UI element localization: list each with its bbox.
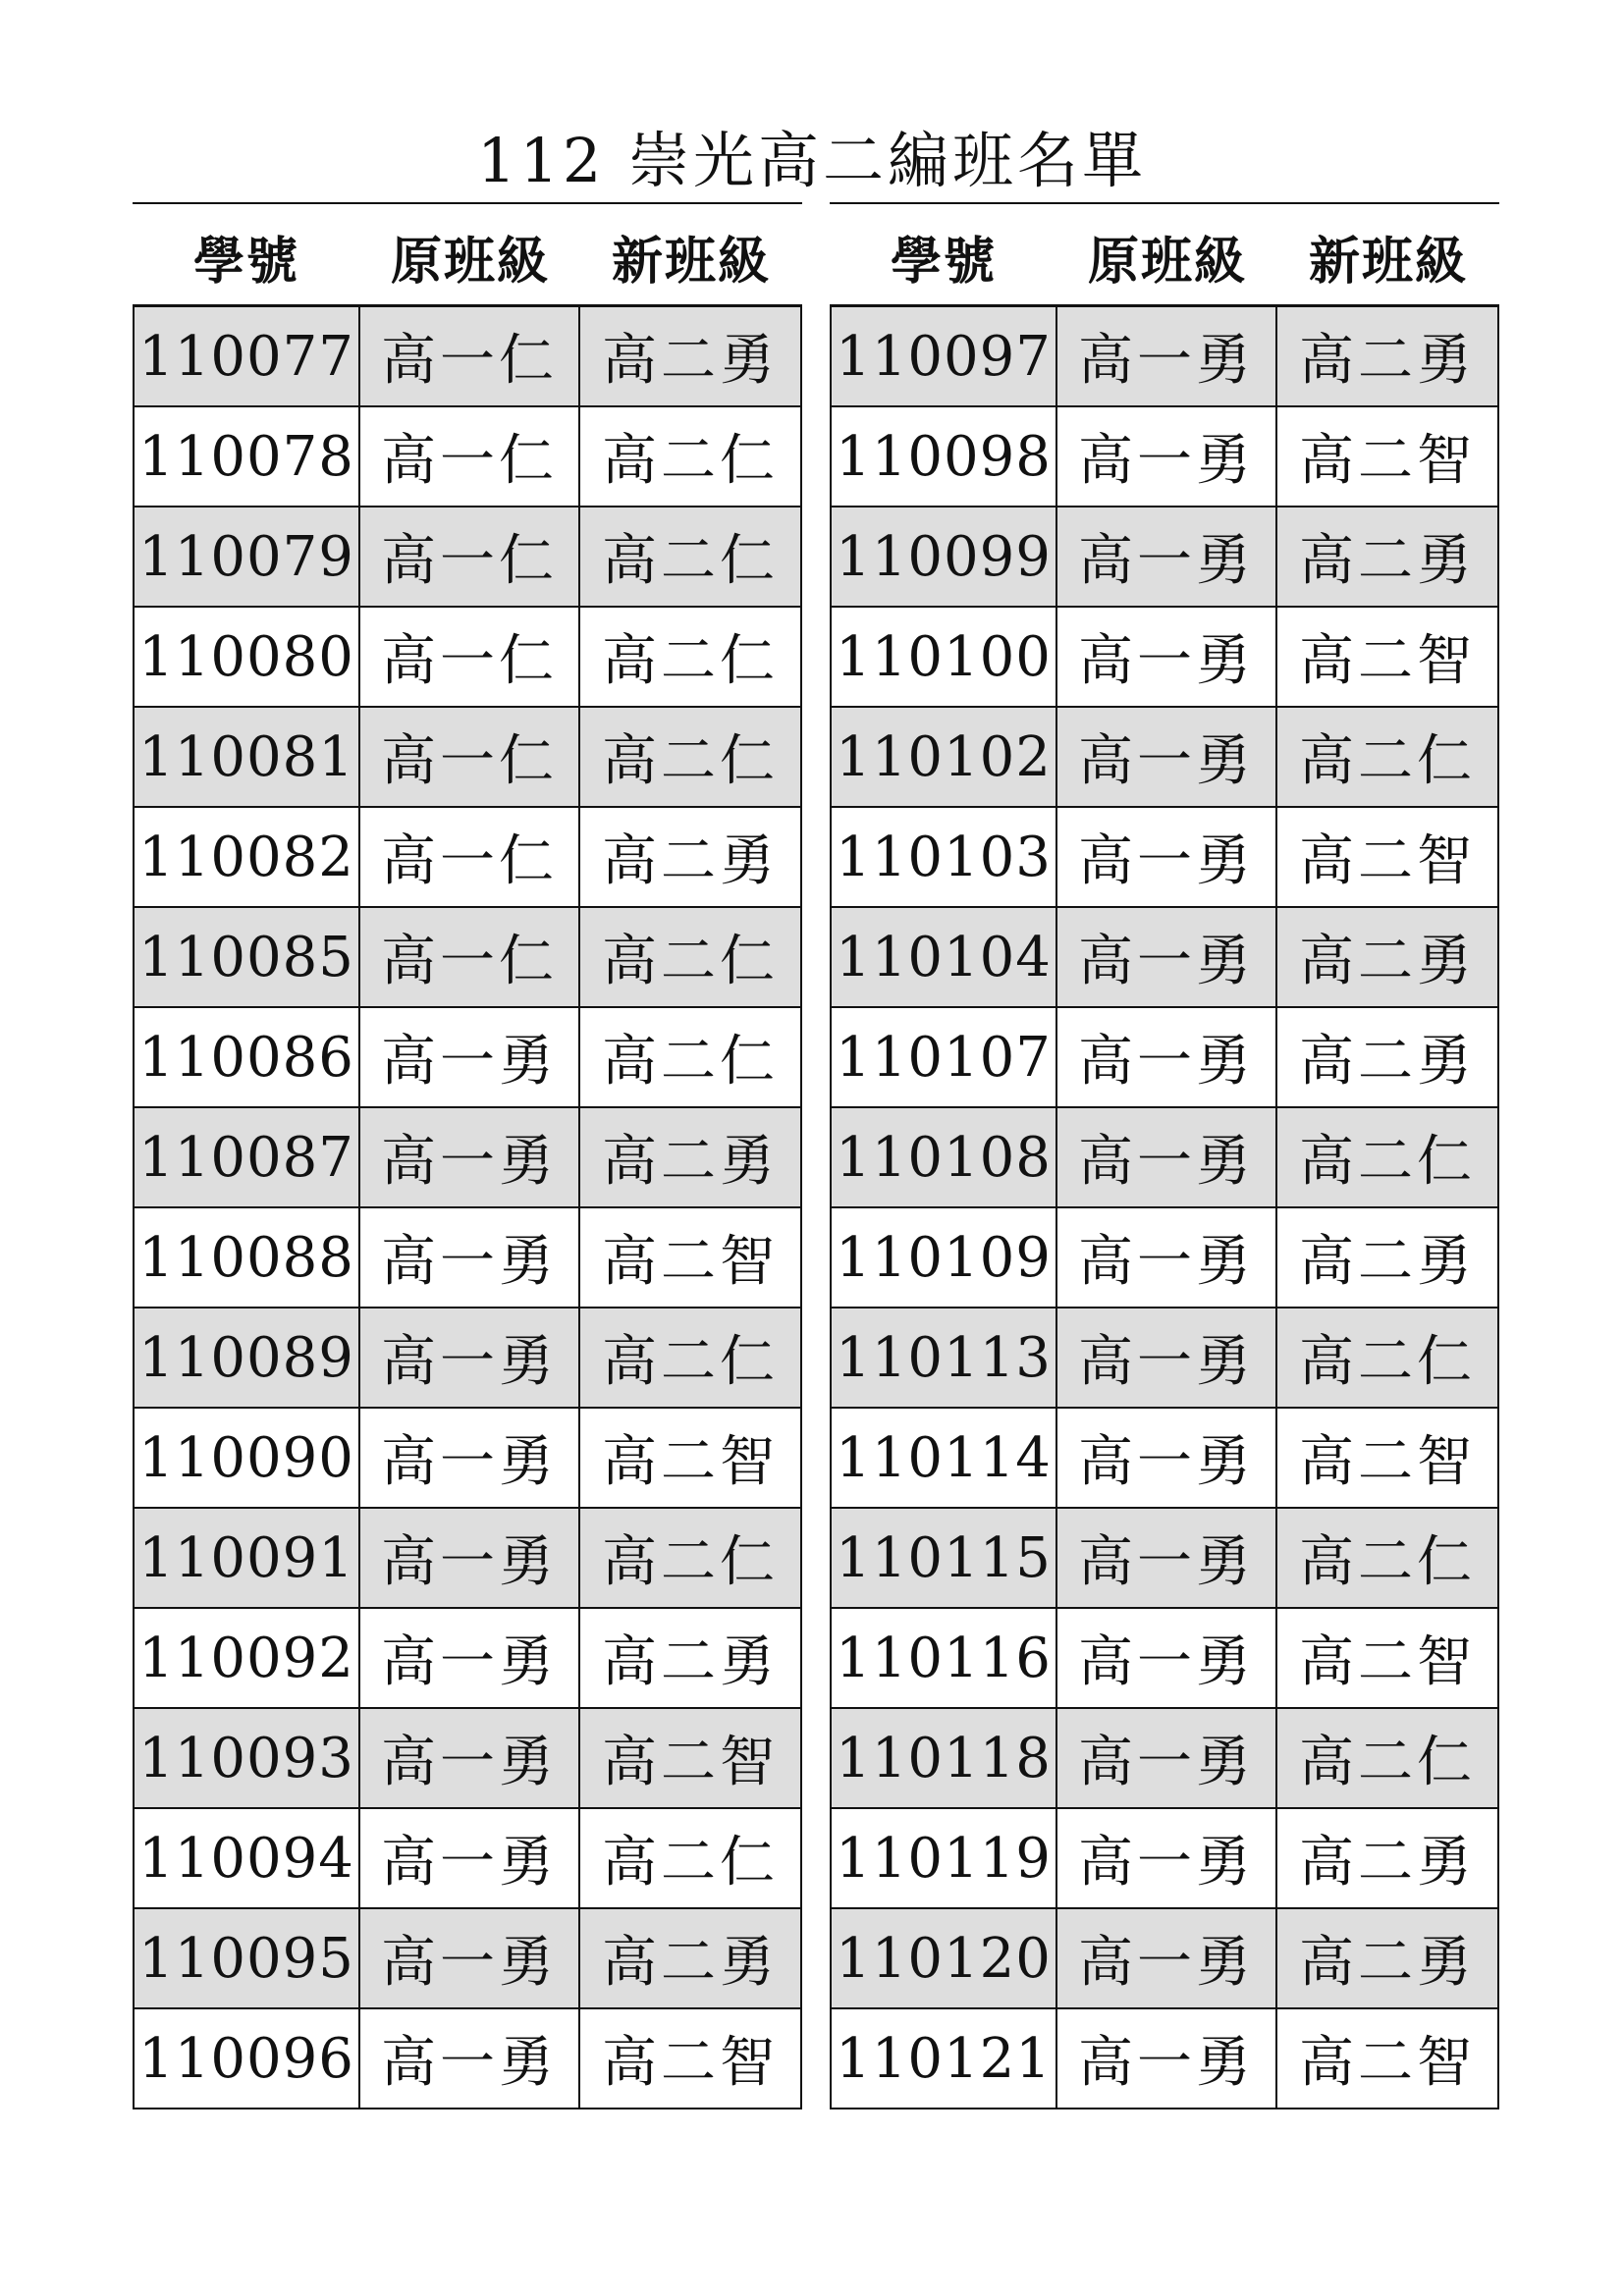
new-class-cell: 高二智 bbox=[580, 1208, 802, 1307]
original-class-cell: 高一勇 bbox=[360, 1409, 580, 1507]
student-id-cell: 110085 bbox=[135, 908, 360, 1006]
new-class-cell: 高二仁 bbox=[580, 507, 802, 606]
student-id-cell: 110089 bbox=[135, 1308, 360, 1407]
original-class-cell: 高一勇 bbox=[360, 1008, 580, 1106]
left-roster-block bbox=[133, 208, 802, 2109]
original-class-cell: 高一勇 bbox=[1057, 507, 1277, 606]
new-class-cell: 高二智 bbox=[1277, 808, 1499, 906]
table-row bbox=[832, 1609, 1499, 1709]
student-id-cell: 110093 bbox=[135, 1709, 360, 1807]
original-class-cell: 高一勇 bbox=[1057, 1709, 1277, 1807]
title-rule-left bbox=[133, 202, 802, 204]
original-class-cell: 高一勇 bbox=[1057, 1208, 1277, 1307]
original-class-cell: 高一勇 bbox=[1057, 307, 1277, 405]
table-row bbox=[135, 307, 802, 407]
original-class-cell: 高一勇 bbox=[360, 1108, 580, 1206]
table-row bbox=[135, 1809, 802, 1909]
student-id-cell: 110088 bbox=[135, 1208, 360, 1307]
new-class-cell: 高二勇 bbox=[580, 307, 802, 405]
original-class-cell: 高一勇 bbox=[1057, 1609, 1277, 1707]
table-row bbox=[135, 2009, 802, 2109]
original-class-cell: 高一勇 bbox=[1057, 708, 1277, 806]
new-class-cell: 高二仁 bbox=[1277, 1308, 1499, 1407]
table-row bbox=[832, 908, 1499, 1008]
new-class-cell: 高二勇 bbox=[1277, 1909, 1499, 2007]
student-id-cell: 110109 bbox=[832, 1208, 1057, 1307]
new-class-cell: 高二勇 bbox=[1277, 1809, 1499, 1907]
header-original-class: 原班級 bbox=[390, 232, 550, 292]
new-class-cell: 高二智 bbox=[580, 1409, 802, 1507]
page-title: 112 崇光高二編班名單 bbox=[476, 125, 1148, 196]
table-row bbox=[135, 1108, 802, 1208]
student-id-cell: 110080 bbox=[135, 608, 360, 706]
table-row bbox=[832, 708, 1499, 808]
new-class-cell: 高二勇 bbox=[580, 808, 802, 906]
table-row bbox=[832, 608, 1499, 708]
table-row bbox=[135, 507, 802, 608]
original-class-cell: 高一勇 bbox=[360, 1208, 580, 1307]
header-student-id: 學號 bbox=[890, 232, 997, 292]
original-class-cell: 高一勇 bbox=[1057, 1909, 1277, 2007]
new-class-cell: 高二勇 bbox=[1277, 908, 1499, 1006]
new-class-cell: 高二智 bbox=[580, 2009, 802, 2108]
new-class-cell: 高二智 bbox=[1277, 608, 1499, 706]
new-class-cell: 高二仁 bbox=[1277, 1509, 1499, 1607]
header-new-class: 新班級 bbox=[1308, 232, 1468, 292]
student-id-cell: 110082 bbox=[135, 808, 360, 906]
student-id-cell: 110113 bbox=[832, 1308, 1057, 1407]
original-class-cell: 高一仁 bbox=[360, 407, 580, 506]
new-class-cell: 高二勇 bbox=[1277, 507, 1499, 606]
original-class-cell: 高一勇 bbox=[360, 1709, 580, 1807]
right-roster-table bbox=[830, 304, 1499, 2109]
left-roster-table bbox=[133, 304, 802, 2109]
original-class-cell: 高一仁 bbox=[360, 708, 580, 806]
new-class-cell: 高二智 bbox=[1277, 1609, 1499, 1707]
table-row bbox=[135, 1509, 802, 1609]
student-id-cell: 110090 bbox=[135, 1409, 360, 1507]
new-class-cell: 高二勇 bbox=[1277, 1008, 1499, 1106]
table-row bbox=[135, 908, 802, 1008]
student-id-cell: 110121 bbox=[832, 2009, 1057, 2108]
table-row bbox=[832, 1008, 1499, 1108]
new-class-cell: 高二勇 bbox=[580, 1609, 802, 1707]
original-class-cell: 高一勇 bbox=[360, 1609, 580, 1707]
original-class-cell: 高一勇 bbox=[360, 1909, 580, 2007]
title-rule-right bbox=[830, 202, 1499, 204]
student-id-cell: 110096 bbox=[135, 2009, 360, 2108]
table-row bbox=[135, 1308, 802, 1409]
student-id-cell: 110115 bbox=[832, 1509, 1057, 1607]
table-row bbox=[135, 1409, 802, 1509]
original-class-cell: 高一仁 bbox=[360, 507, 580, 606]
new-class-cell: 高二仁 bbox=[580, 1509, 802, 1607]
student-id-cell: 110099 bbox=[832, 507, 1057, 606]
original-class-cell: 高一勇 bbox=[360, 1308, 580, 1407]
new-class-cell: 高二仁 bbox=[1277, 1108, 1499, 1206]
original-class-cell: 高一勇 bbox=[1057, 808, 1277, 906]
table-row bbox=[832, 1208, 1499, 1308]
original-class-cell: 高一勇 bbox=[1057, 608, 1277, 706]
student-id-cell: 110078 bbox=[135, 407, 360, 506]
new-class-cell: 高二勇 bbox=[580, 1909, 802, 2007]
table-row bbox=[135, 1609, 802, 1709]
original-class-cell: 高一勇 bbox=[1057, 407, 1277, 506]
table-row bbox=[832, 407, 1499, 507]
student-id-cell: 110079 bbox=[135, 507, 360, 606]
table-row bbox=[832, 808, 1499, 908]
original-class-cell: 高一勇 bbox=[360, 1509, 580, 1607]
original-class-cell: 高一勇 bbox=[1057, 1409, 1277, 1507]
student-id-cell: 110104 bbox=[832, 908, 1057, 1006]
original-class-cell: 高一仁 bbox=[360, 608, 580, 706]
original-class-cell: 高一勇 bbox=[1057, 908, 1277, 1006]
header-student-id: 學號 bbox=[192, 232, 299, 292]
table-row bbox=[135, 708, 802, 808]
student-id-cell: 110092 bbox=[135, 1609, 360, 1707]
original-class-cell: 高一勇 bbox=[1057, 2009, 1277, 2108]
table-row bbox=[832, 1909, 1499, 2009]
new-class-cell: 高二勇 bbox=[1277, 307, 1499, 405]
student-id-cell: 110086 bbox=[135, 1008, 360, 1106]
table-row bbox=[832, 507, 1499, 608]
original-class-cell: 高一勇 bbox=[360, 1809, 580, 1907]
table-row bbox=[135, 1709, 802, 1809]
student-id-cell: 110103 bbox=[832, 808, 1057, 906]
table-row bbox=[832, 1509, 1499, 1609]
student-id-cell: 110119 bbox=[832, 1809, 1057, 1907]
student-id-cell: 110120 bbox=[832, 1909, 1057, 2007]
original-class-cell: 高一勇 bbox=[1057, 1008, 1277, 1106]
new-class-cell: 高二勇 bbox=[580, 1108, 802, 1206]
table-row bbox=[832, 2009, 1499, 2109]
new-class-cell: 高二仁 bbox=[1277, 1709, 1499, 1807]
new-class-cell: 高二智 bbox=[1277, 407, 1499, 506]
new-class-cell: 高二仁 bbox=[580, 708, 802, 806]
student-id-cell: 110097 bbox=[832, 307, 1057, 405]
original-class-cell: 高一仁 bbox=[360, 808, 580, 906]
original-class-cell: 高一仁 bbox=[360, 908, 580, 1006]
student-id-cell: 110116 bbox=[832, 1609, 1057, 1707]
student-id-cell: 110118 bbox=[832, 1709, 1057, 1807]
original-class-cell: 高一勇 bbox=[1057, 1809, 1277, 1907]
original-class-cell: 高一仁 bbox=[360, 307, 580, 405]
student-id-cell: 110114 bbox=[832, 1409, 1057, 1507]
student-id-cell: 110102 bbox=[832, 708, 1057, 806]
new-class-cell: 高二仁 bbox=[580, 908, 802, 1006]
new-class-cell: 高二智 bbox=[1277, 1409, 1499, 1507]
student-id-cell: 110091 bbox=[135, 1509, 360, 1607]
student-id-cell: 110098 bbox=[832, 407, 1057, 506]
table-row bbox=[832, 1108, 1499, 1208]
original-class-cell: 高一勇 bbox=[1057, 1509, 1277, 1607]
student-id-cell: 110095 bbox=[135, 1909, 360, 2007]
original-class-cell: 高一勇 bbox=[360, 2009, 580, 2108]
new-class-cell: 高二仁 bbox=[580, 608, 802, 706]
student-id-cell: 110107 bbox=[832, 1008, 1057, 1106]
right-header-row bbox=[830, 208, 1499, 304]
student-id-cell: 110100 bbox=[832, 608, 1057, 706]
new-class-cell: 高二智 bbox=[580, 1709, 802, 1807]
student-id-cell: 110094 bbox=[135, 1809, 360, 1907]
table-row bbox=[135, 608, 802, 708]
new-class-cell: 高二仁 bbox=[580, 1809, 802, 1907]
table-row bbox=[135, 808, 802, 908]
new-class-cell: 高二仁 bbox=[580, 407, 802, 506]
table-row bbox=[135, 1008, 802, 1108]
original-class-cell: 高一勇 bbox=[1057, 1308, 1277, 1407]
table-row bbox=[135, 407, 802, 507]
student-id-cell: 110077 bbox=[135, 307, 360, 405]
table-row bbox=[832, 1308, 1499, 1409]
new-class-cell: 高二仁 bbox=[1277, 708, 1499, 806]
header-new-class: 新班級 bbox=[611, 232, 771, 292]
student-id-cell: 110108 bbox=[832, 1108, 1057, 1206]
new-class-cell: 高二勇 bbox=[1277, 1208, 1499, 1307]
new-class-cell: 高二仁 bbox=[580, 1308, 802, 1407]
student-id-cell: 110087 bbox=[135, 1108, 360, 1206]
header-original-class: 原班級 bbox=[1087, 232, 1247, 292]
table-row bbox=[832, 307, 1499, 407]
table-row bbox=[135, 1208, 802, 1308]
table-row bbox=[135, 1909, 802, 2009]
student-id-cell: 110081 bbox=[135, 708, 360, 806]
new-class-cell: 高二仁 bbox=[580, 1008, 802, 1106]
table-row bbox=[832, 1809, 1499, 1909]
table-row bbox=[832, 1709, 1499, 1809]
new-class-cell: 高二智 bbox=[1277, 2009, 1499, 2108]
original-class-cell: 高一勇 bbox=[1057, 1108, 1277, 1206]
table-row bbox=[832, 1409, 1499, 1509]
left-header-row bbox=[133, 208, 802, 304]
right-roster-block bbox=[830, 208, 1499, 2109]
